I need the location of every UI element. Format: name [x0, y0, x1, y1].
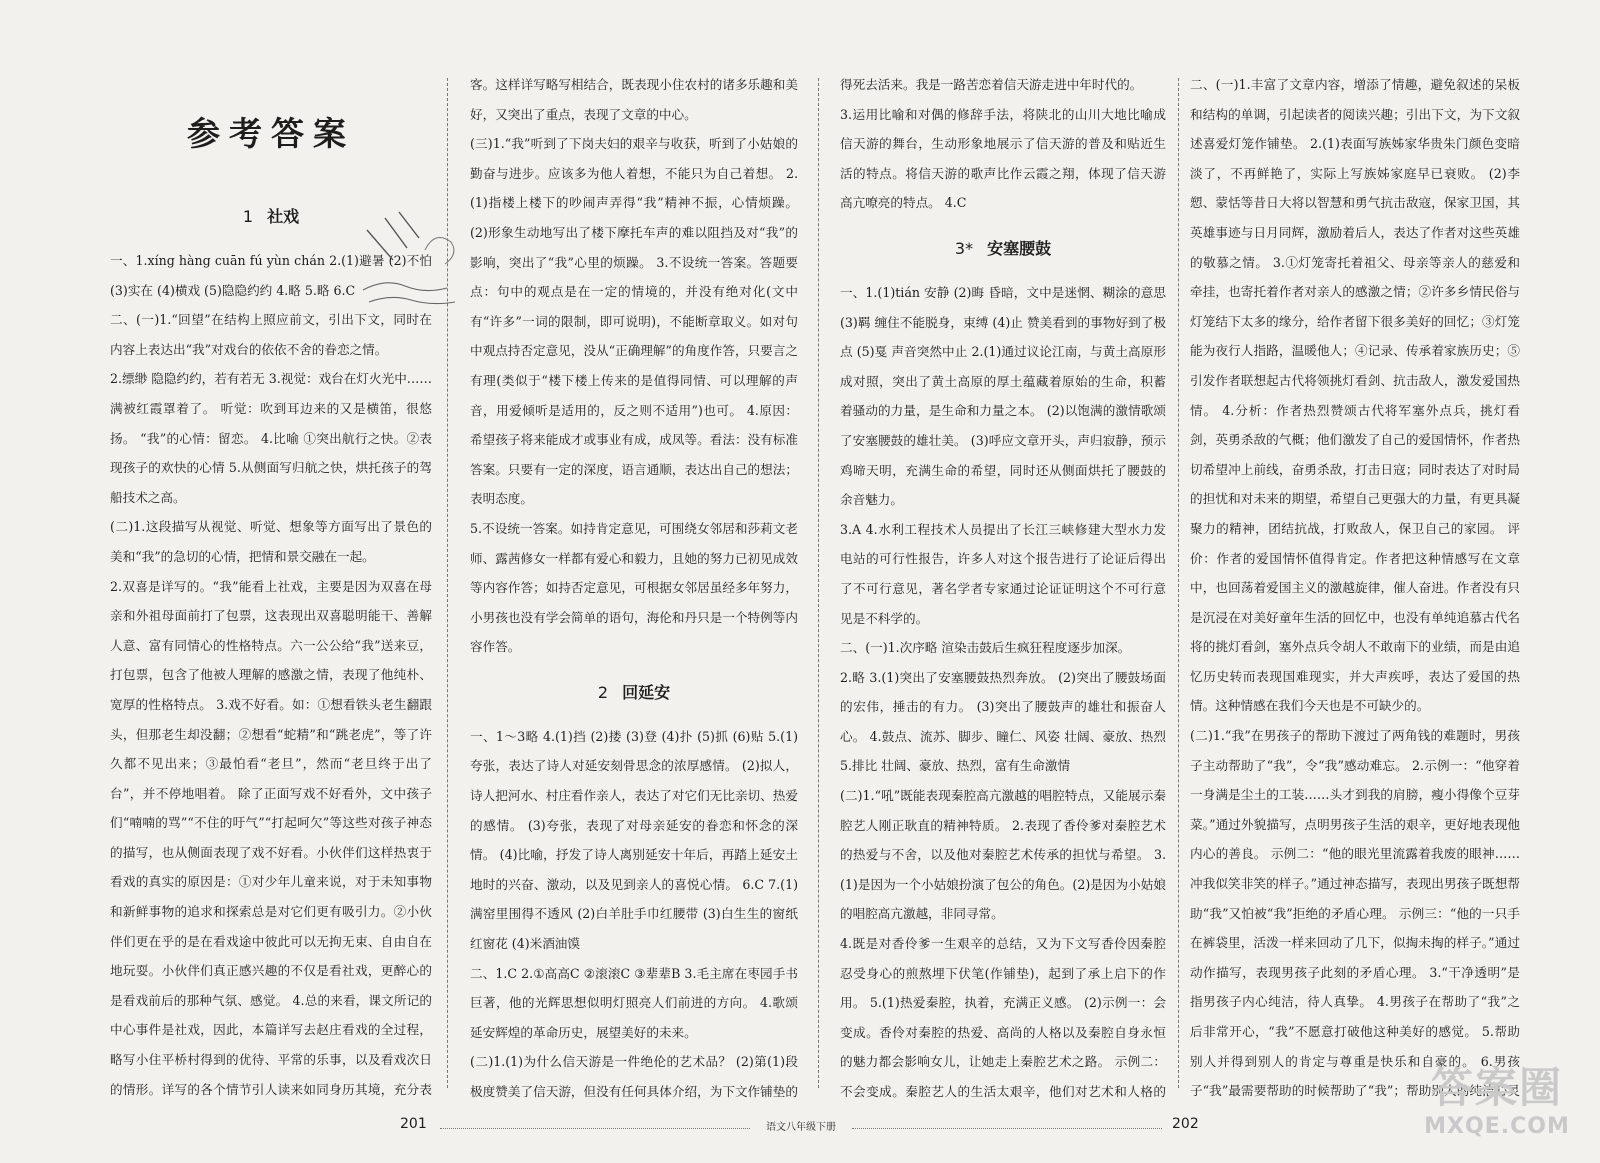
- footer-dots: [440, 1128, 750, 1129]
- answer-paragraph: 3.A 4.水利工程技术人员提出了长江三峡修建大型水力发电站的可行性报告，许多人对这个报告进行了论证后得出了不可行意见，著名学者专家通过论证证明这个不可行意见是不科学的。: [840, 521, 1166, 626]
- section-title: 安塞腰鼓: [987, 238, 1052, 258]
- column-divider: [818, 78, 819, 1088]
- section-title: 回延安: [622, 682, 671, 702]
- answer-paragraph: 二、1.C 2.①高高C ②滚滚C ③辈辈B 3.毛主席在枣园手书巨著，他的光辉思想似明灯照亮人们前进的方向。 4.歌颂延安辉煌的革命历史，展望美好的未来。: [470, 965, 798, 1040]
- page-number-right: 202: [1172, 1116, 1199, 1132]
- section-title: 社戏: [267, 207, 300, 226]
- answer-paragraph: (二)1.“吼”既能表现秦腔高亢激越的唱腔特点，又能展示秦腔艺人刚正耿直的精神特质。 2.表现了香伶爹对秦腔艺术的热爱与不舍，以及他对秦腔艺术传承的担忧与希望。 3.(1)是因为一个小姑娘扮演了包公的角色。(2)是因为小姑娘的唱腔高亢激越，非同寻常。: [840, 788, 1166, 922]
- section-heading: [840, 234, 1166, 264]
- answer-paragraph: (二)1.(1)为什么信天游是一件绝伦的艺术品？ (2)第(1)段极度赞美了信天游，但没有任何具体介绍，为下文作铺垫的: [470, 1054, 798, 1099]
- watermark-line2: MXQE.COM: [1424, 1114, 1570, 1139]
- section-heading: [470, 678, 798, 708]
- answer-paragraph: 二、(一)1.丰富了文章内容，增添了情趣，避免叙述的呆板和结构的单调，引起读者的阅读兴趣；引出下文，为下文叙述喜爱灯笼作铺垫。 2.(1)表面写族姊家华贵朱门颜色变暗淡了，不再鲜艳了，实际上写族姊家庭早已衰败。 (2)李愬、蒙恬等昔日大将以智慧和勇气抗击敌寇，保家卫国，其英雄事迹与日月同辉，激励着后人，表达了作者对这些英雄的敬慕之情。 3.①灯笼寄托着祖父、母亲等亲人的慈爱和牵挂，也寄托着作者对亲人的感激之情；②许多乡情民俗与灯笼结下太多的缘分，给作者留下很多美好的回忆；③灯笼能为夜行人指路，温暖他人；④记录、传承着家族历史；⑤引发作者联想起古代将领挑灯看剑、抗击敌人，激发爱国热情。 4.分析：作者热烈赞颂古代将军塞外点兵，挑灯看剑，英勇杀敌的气概；他们激发了自己的爱国情怀，作者热切希望冲上前线，奋勇杀敌，打击日寇；同时表达了对时局的担忧和对未来的期望，希望自己更强大的力量，有更具凝聚力的精神，团结抗战，打败敌人，保卫自己的家园。 评价：作者的爱国情怀值得肯定。作者把这种情感写在文章中，也回荡着爱国主义的激越旋律，催人奋进。作者没有只是沉浸在对美好童年生活的回忆中，也没有单纯追慕古代名将的挑灯看剑，塞外点兵令胡人不敢南下的业绩，而是由追忆历史转而表现国难现实，并大声疾呼，表达了爱国的热情。这种情感在我们今天也是不可缺少的。: [1190, 77, 1520, 714]
- section-number: 3*: [954, 238, 974, 258]
- watermark-logo: [1408, 1062, 1586, 1154]
- answer-paragraph: 一、1～3略 4.(1)挡 (2)搂 (3)登 (4)扑 (5)抓 (6)贴 5.(1)夸张，表达了诗人对延安刻骨思念的浓厚感情。 (2)拟人，诗人把河水、村庄看作亲人，表达了对它们无比亲切、热爱的感情。 (3)夸张，表现了对母亲延安的眷恋和怀念的深情。 (4)比喻，抒发了诗人离别延安十年后，再踏上延安土地时的兴奋、激动，以及见到亲人的喜悦心情。 6.C 7.(1)满窑里围得不透风 (2)白羊肚手巾红腰带 (3)白生生的窗纸红窗花 (4)米酒油馍: [470, 728, 798, 952]
- answer-paragraph: (三)1.“我”听到了下岗夫妇的艰辛与收获，听到了小姑娘的勤奋与进步。应该多为他人着想，不能只为自己着想。 2.(1)指楼上楼下的吵闹声弄得“我”精神不振，心情烦躁。 (2)形象生动地写出了楼下摩托车声的难以阻挡及对“我”的影响，突出了“我”心里的烦躁。 3.不设统一答案。答题要点：句中的观点是在一定的情境的，并没有绝对化(文中有“许多”一词的限制，即可说明)，不能断章取义。如对句中观点持否定意见，没从“正确理解”的角度作答，只要言之有理(类似于“楼下楼上传来的是值得同情、可以理解的声音，用爱倾听是适用的，反之则不适用”)也可。 4.原因：希望孩子将来能成才或事业有成，成凤等。看法：没有标准答案。只要有一定的深度，语言通顺，表达出自己的想法；表明态度。: [470, 136, 798, 507]
- column-2: [470, 70, 798, 1110]
- answer-paragraph: (二)1.这段描写从视觉、听觉、想象等方面写出了景色的美和“我”的急切的心情，把情和景交融在一起。: [110, 519, 432, 564]
- answer-paragraph: 得死去活来。我是一路苦恋着信天游走进中年时代的。: [840, 77, 1143, 92]
- answer-paragraph: 4.既是对香伶爹一生艰辛的总结，又为下文写香伶因秦腔忍受身心的煎熬埋下伏笔(作铺垫)，起到了承上启下的作用。 5.(1)热爱秦腔，执着，充满正义感。 (2)示例一：会变成。香伶对秦腔的热爱、高尚的人格以及秦腔自身永恒的魅力都会影响女儿，让她走上秦腔艺术之路。 示例二：不会变成。秦腔艺人的生活太艰辛，他们对艺术和人格的: [840, 936, 1166, 1099]
- handwritten-scribble: [355, 190, 475, 340]
- answer-paragraph: 2.双喜是详写的。“我”能看上社戏，主要是因为双喜在母亲和外祖母面前打了包票，这表现出双喜聪明能干、善解人意、富有同情心的性格特点。六一公公给“我”送来豆，打包票，包含了他被人理解的感激之情，表现了他纯朴、宽厚的性格特点。 3.戏不好看。如：①想看铁头老生翻跟头，但那老生却没翻；②想看“蛇精”和“跳老虎”，等了许久都不见出来；③最怕看“老旦”，然而“老旦终于出了台”，并不停地唱着。 除了正面写戏不好看外，文中孩子们“喃喃的骂”“不住的吁气”“打起呵欠”等这些对孩子神态的描写，也从侧面表现了戏不好看。小伙伴们这样热衷于看戏的真实的原因是：①对少年儿童来说，对于未知事物和新鲜事物的追求和探索总是对它们更有吸引力。②小伙伴们更在乎的是在看戏途中彼此可以无拘无束、自由自在地玩耍。小伙伴们真正感兴趣的不仅是看社戏，更醉心的是看戏前后的那种气氛、感觉。 4.总的来看，课文所记的中心事件是社戏，因此，本篇详写去赵庄看戏的全过程，略写小住平桥村得到的优待、平常的乐事，以及看戏次日的情形。详写的各个情节引人读来如同身历其境，充分表: [110, 578, 432, 1097]
- footer-dots: [852, 1128, 1162, 1129]
- answer-paragraph: 二、(一)1.次序略 渲染击鼓后生疯狂程度逐步加深。: [840, 640, 1131, 656]
- column-4: [1190, 70, 1520, 1110]
- answer-paragraph: 2.缥缈 隐隐约约，若有若无 3.视觉：戏台在灯火光中……满被红霞罩着了。 听觉：吹到耳边来的又是横笛，很悠扬。 “我”的心情：留恋。 4.比喻 ①突出航行之快。②表现孩子的欢快的心情 5.从侧面写归航之快，烘托孩子的驾船技术之高。: [110, 371, 432, 505]
- page-footer: [0, 1112, 1600, 1142]
- answer-paragraph: 一、1.xíng hàng cuān fú yùn chán 2.(1)避暑 (2)不怕 (3)实在 (4)横戏 (5)隐隐约约 4.略 5.略 6.C: [110, 253, 432, 298]
- answer-paragraph: 3.运用比喻和对偶的修辞手法，将陕北的山川大地比喻成信天游的舞台，生动形象地展示了信天游的普及和贴近生活的特点。将信天游的歌声比作云霞之翔，体现了信天游高亢嘹亮的特点。 4.C: [840, 106, 1166, 211]
- footer-book-title: 语文八年级下册: [766, 1122, 836, 1133]
- column-3: [840, 70, 1166, 1110]
- answer-paragraph: 5.不设统一答案。如持肯定意见，可围绕女邻居和莎莉文老师、露茜修女一样都有爱心和毅力，且她的努力已初见成效等内容作答；如持否定意见，可根据女邻居虽经多年努力，小男孩也没有学会简单的语句，海伦和丹只是一个特例等内容作答。: [470, 520, 798, 655]
- answer-paragraph: 2.略 3.(1)突出了安塞腰鼓热烈奔放。 (2)突出了腰鼓场面的宏伟，捶击的有力。 (3)突出了腰鼓声的雄壮和振奋人心。 4.鼓点、流苏、脚步、瞳仁、风姿 壮阔、豪放、热烈 5.排比 壮阔、豪放、热烈，富有生命激情: [840, 669, 1166, 774]
- watermark-line1: 答案圈: [1430, 1063, 1563, 1112]
- answer-paragraph: (二)1.“我”在男孩子的帮助下渡过了两角钱的难题时，男孩子主动帮助了“我”，令“我”感动难忘。 2.示例一：“他穿着一身满是尘土的工装……头才到我的肩膀，瘦小得像个豆芽菜。”通过外貌描写，点明男孩子生活的艰辛，更好地表现他内心的善良。 示例二：“他的眼光里流露着我废的眼神……冲我似笑非笑的样子。”通过神态描写，表现出男孩子既想帮助“我”又怕被“我”拒绝的矛盾心理。 示例三：“他的一只手在裤袋里，活泼一样来回动了几下，似掏未掏的样子。”通过动作描写，表现男孩子此刻的矛盾心理。 3.“干净透明”是指男孩子内心纯洁，待人真挚。 4.男孩子在帮助了“我”之后非常开心，“我”不愿意打破他这种美好的感觉。 5.帮助别人并得到别人的肯定与尊重是快乐和自豪的。 6.男孩子“我”最需要帮助的时候帮助了“我”；帮助别人的纯洁心灵: [1190, 728, 1520, 1099]
- answer-paragraph: 二、(一)1.“回望”在结构上照应前文，引出下文，同时在内容上表达出“我”对戏台的依依不舍的眷恋之情。: [110, 312, 432, 357]
- page-number-left: 201: [400, 1116, 427, 1132]
- section-number: 2: [597, 682, 609, 702]
- column-divider: [1178, 78, 1179, 1088]
- answer-paragraph: 客。这样详写略写相结合，既表现小住农村的诸多乐趣和美好，又突出了重点，表现了文章的中心。: [470, 77, 798, 122]
- page-title: 参考答案: [187, 114, 355, 153]
- answer-paragraph: 一、1.(1)tián 安静 (2)晦 昏暗，文中是迷惘、糊涂的意思 (3)羁 缠住不能脱身，束缚 (4)止 赞美看到的事物好到了极点 (5)戛 声音突然中止 2.(1)通过议论江南，与黄土高原形成对照，突出了黄土高原的厚土蕴藏着原始的生命，积蓄着骚动的力量，是生命和力量之本。 (2)以饱满的激情歌颂了安塞腰鼓的雄壮美。 (3)呼应文章开头，声归寂静，预示鸡啼天明，充满生命的希望，同时还从侧面烘托了腰鼓的余音魅力。: [840, 284, 1166, 508]
- section-number: 1: [242, 207, 254, 226]
